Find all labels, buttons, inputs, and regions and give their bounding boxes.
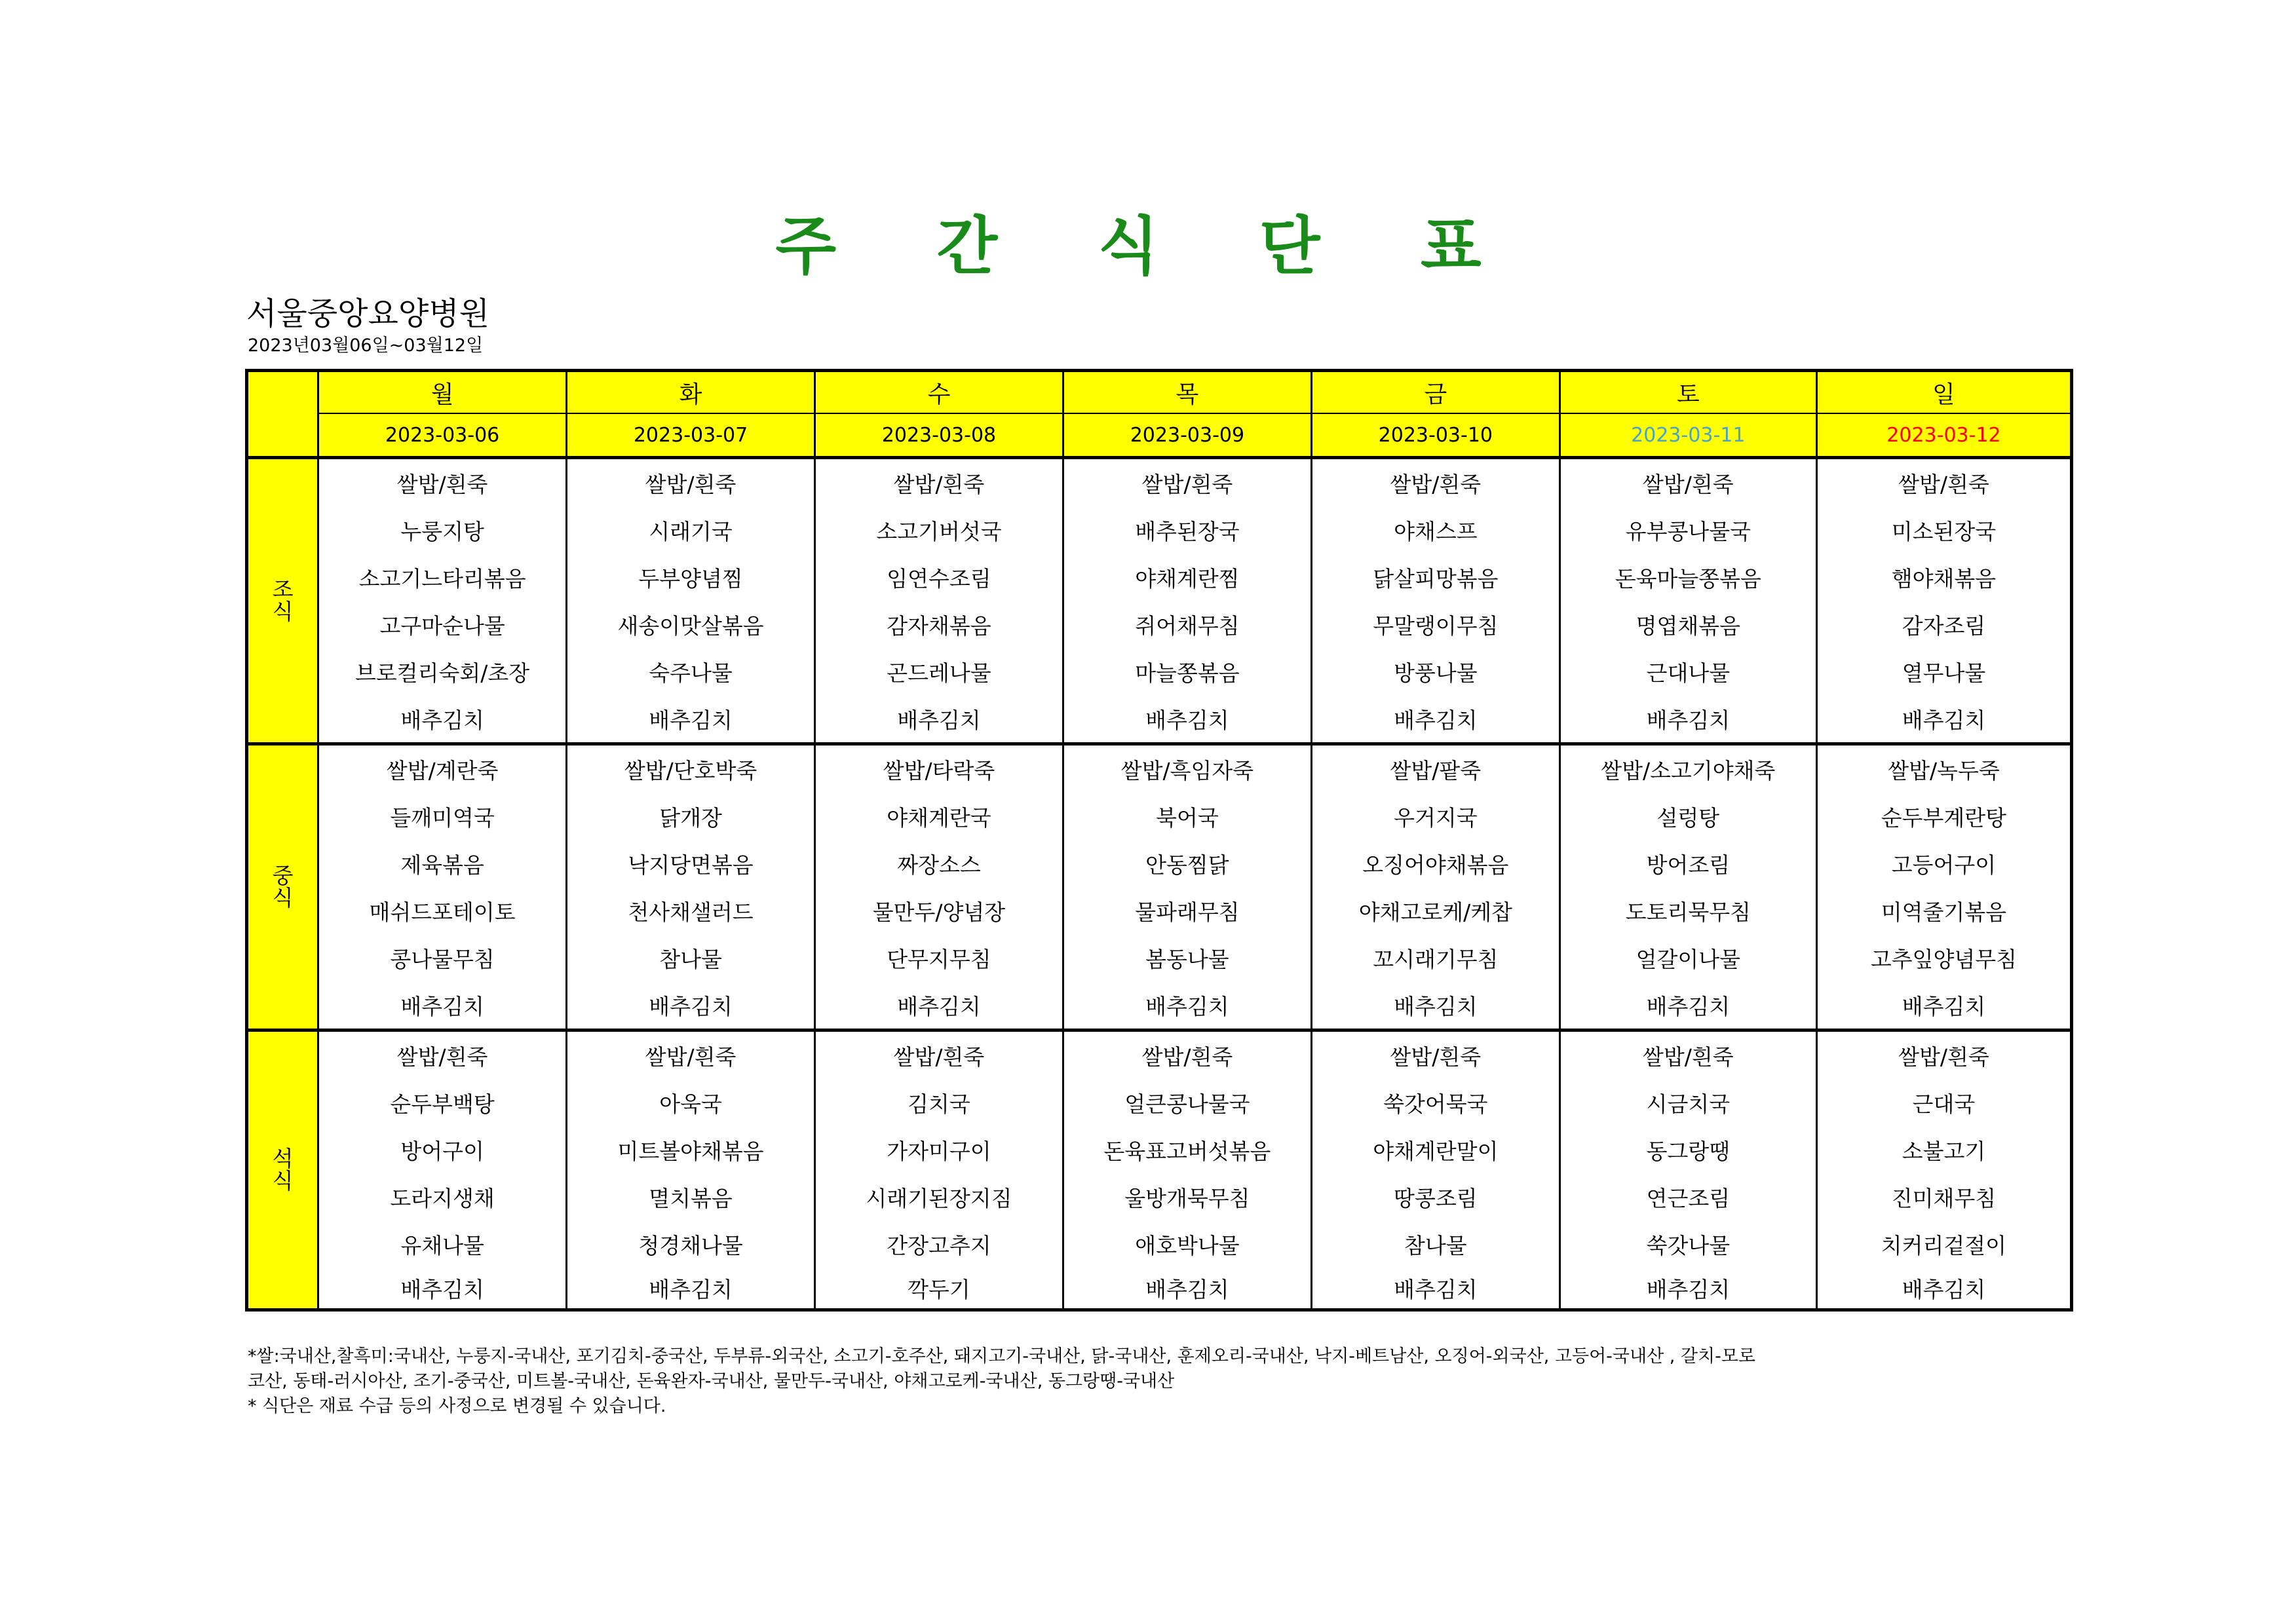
menu-period: 2023년03월06일~03월12일 (248, 335, 484, 356)
menu-item: 배추김치 (567, 695, 815, 744)
menu-item: 쥐어채무침 (1063, 601, 1311, 648)
menu-item: 햄야채볶음 (1816, 554, 2071, 601)
menu-item: 돈육마늘쫑볶음 (1559, 554, 1816, 601)
menu-item: 쌀밥/녹두죽 (1816, 744, 2071, 793)
menu-item: 순두부계란탕 (1816, 793, 2071, 840)
menu-item: 제육볶음 (318, 840, 567, 887)
menu-item: 소고기느타리볶음 (318, 554, 567, 601)
menu-item: 깍두기 (815, 1268, 1063, 1310)
menu-item: 배추김치 (1816, 695, 2071, 744)
menu-item: 설렁탕 (1559, 793, 1816, 840)
menu-item: 배추김치 (1311, 695, 1559, 744)
menu-item: 소불고기 (1816, 1126, 2071, 1173)
menu-item: 배추김치 (1816, 981, 2071, 1030)
menu-item: 쌀밥/흰죽 (1063, 1030, 1311, 1080)
menu-item: 배추김치 (318, 1268, 567, 1310)
menu-item: 애호박나물 (1063, 1220, 1311, 1268)
menu-item: 얼큰콩나물국 (1063, 1079, 1311, 1126)
menu-row (247, 1079, 2072, 1126)
day-date: 2023-03-10 (1311, 413, 1559, 458)
menu-item: 쌀밥/흰죽 (1559, 458, 1816, 507)
meal-label: 중 식 (247, 744, 318, 1030)
day-date: 2023-03-11 (1559, 413, 1816, 458)
menu-row (247, 648, 2072, 695)
menu-item: 야채계란말이 (1311, 1126, 1559, 1173)
menu-item: 임연수조림 (815, 554, 1063, 601)
meal-label: 석 식 (247, 1030, 318, 1310)
menu-item: 두부양념찜 (567, 554, 815, 601)
menu-item: 명엽채볶음 (1559, 601, 1816, 648)
menu-item: 배추김치 (1559, 695, 1816, 744)
menu-item: 간장고추지 (815, 1220, 1063, 1268)
menu-row (247, 601, 2072, 648)
menu-item: 아욱국 (567, 1079, 815, 1126)
menu-item: 숙주나물 (567, 648, 815, 695)
menu-item: 쑥갓나물 (1559, 1220, 1816, 1268)
menu-item: 쌀밥/소고기야채죽 (1559, 744, 1816, 793)
menu-item: 안동찜닭 (1063, 840, 1311, 887)
menu-item: 야채계란찜 (1063, 554, 1311, 601)
menu-item: 쌀밥/흰죽 (1816, 458, 2071, 507)
menu-row (247, 695, 2072, 744)
menu-row (247, 887, 2072, 934)
menu-item: 낙지당면볶음 (567, 840, 815, 887)
menu-row (247, 981, 2072, 1030)
day-date: 2023-03-06 (318, 413, 567, 458)
menu-item: 참나물 (567, 934, 815, 981)
menu-item: 쌀밥/흰죽 (1311, 458, 1559, 507)
origin-note-line: 코산, 동태-러시아산, 조기-중국산, 미트볼-국내산, 돈육완자-국내산, 물만두-국내산, 야채고로케-국내산, 동그랑땡-국내산 (248, 1371, 1175, 1391)
menu-row (247, 554, 2072, 601)
menu-item: 배추김치 (567, 1268, 815, 1310)
menu-item: 콩나물무침 (318, 934, 567, 981)
menu-item: 쌀밥/팥죽 (1311, 744, 1559, 793)
menu-item: 진미채무침 (1816, 1173, 2071, 1220)
menu-item: 짜장소스 (815, 840, 1063, 887)
menu-item: 쌀밥/흰죽 (567, 458, 815, 507)
menu-row (247, 1126, 2072, 1173)
menu-item: 시래기된장지짐 (815, 1173, 1063, 1220)
menu-item: 배추김치 (1063, 981, 1311, 1030)
menu-item: 유채나물 (318, 1220, 567, 1268)
menu-item: 도라지생채 (318, 1173, 567, 1220)
origin-note-line: *쌀:국내산,찰흑미:국내산, 누룽지-국내산, 포기김치-중국산, 두부류-외국산, 소고기-호주산, 돼지고기-국내산, 닭-국내산, 훈제오리-국내산, 낙지-베트남산, 오징어-외국산, 고등어-국내산 , 갈치-모로 (248, 1346, 1755, 1367)
menu-item: 배추김치 (1816, 1268, 2071, 1310)
menu-item: 단무지무침 (815, 934, 1063, 981)
menu-row (247, 1220, 2072, 1268)
day-date: 2023-03-07 (567, 413, 815, 458)
menu-item: 쌀밥/흰죽 (318, 1030, 567, 1080)
menu-item: 얼갈이나물 (1559, 934, 1816, 981)
corner-cell (247, 371, 318, 458)
menu-row (247, 793, 2072, 840)
menu-item: 브로컬리숙회/초장 (318, 648, 567, 695)
menu-item: 물파래무침 (1063, 887, 1311, 934)
menu-item: 무말랭이무침 (1311, 601, 1559, 648)
menu-item: 소고기버섯국 (815, 506, 1063, 554)
menu-item: 감자채볶음 (815, 601, 1063, 648)
menu-item: 들깨미역국 (318, 793, 567, 840)
day-name: 토 (1559, 371, 1816, 414)
menu-row (247, 934, 2072, 981)
menu-item: 배추김치 (815, 981, 1063, 1030)
menu-item: 닭살피망볶음 (1311, 554, 1559, 601)
menu-item: 야채고로케/케찹 (1311, 887, 1559, 934)
menu-item: 배추김치 (318, 695, 567, 744)
day-header-row (247, 371, 2072, 414)
menu-item: 연근조림 (1559, 1173, 1816, 1220)
day-date: 2023-03-09 (1063, 413, 1311, 458)
menu-item: 방풍나물 (1311, 648, 1559, 695)
menu-item: 감자조림 (1816, 601, 2071, 648)
menu-item: 배추된장국 (1063, 506, 1311, 554)
menu-item: 고등어구이 (1816, 840, 2071, 887)
day-name: 수 (815, 371, 1063, 414)
menu-item: 김치국 (815, 1079, 1063, 1126)
menu-row (247, 744, 2072, 793)
meal-label: 조 식 (247, 458, 318, 744)
menu-row (247, 1173, 2072, 1220)
menu-item: 배추김치 (1559, 981, 1816, 1030)
menu-item: 쌀밥/흰죽 (1063, 458, 1311, 507)
menu-item: 쌀밥/타락죽 (815, 744, 1063, 793)
menu-item: 매쉬드포테이토 (318, 887, 567, 934)
menu-item: 배추김치 (567, 981, 815, 1030)
menu-item: 야채스프 (1311, 506, 1559, 554)
menu-item: 새송이맛살볶음 (567, 601, 815, 648)
menu-item: 동그랑땡 (1559, 1126, 1816, 1173)
day-date: 2023-03-12 (1816, 413, 2071, 458)
menu-item: 미역줄기볶음 (1816, 887, 2071, 934)
origin-notes (248, 1344, 2082, 1419)
menu-item: 쌀밥/계란죽 (318, 744, 567, 793)
day-name: 목 (1063, 371, 1311, 414)
menu-item: 열무나물 (1816, 648, 2071, 695)
date-header-row (247, 413, 2072, 458)
change-notice: * 식단은 재료 수급 등의 사정으로 변경될 수 있습니다. (248, 1396, 666, 1416)
menu-item: 청경채나물 (567, 1220, 815, 1268)
menu-item: 순두부백탕 (318, 1079, 567, 1126)
menu-item: 멸치볶음 (567, 1173, 815, 1220)
menu-item: 유부콩나물국 (1559, 506, 1816, 554)
menu-item: 배추김치 (1311, 1268, 1559, 1310)
day-date: 2023-03-08 (815, 413, 1063, 458)
menu-item: 쌀밥/흰죽 (567, 1030, 815, 1080)
day-name: 일 (1816, 371, 2071, 414)
menu-item: 꼬시래기무침 (1311, 934, 1559, 981)
menu-item: 쌀밥/흰죽 (815, 1030, 1063, 1080)
menu-item: 근대나물 (1559, 648, 1816, 695)
menu-item: 방어구이 (318, 1126, 567, 1173)
menu-row (247, 458, 2072, 507)
menu-item: 쌀밥/흰죽 (1816, 1030, 2071, 1080)
menu-item: 근대국 (1816, 1079, 2071, 1126)
menu-item: 오징어야채볶음 (1311, 840, 1559, 887)
menu-item: 쌀밥/흰죽 (1311, 1030, 1559, 1080)
hospital-name: 서울중앙요양병원 (246, 295, 489, 332)
menu-item: 시금치국 (1559, 1079, 1816, 1126)
menu-row (247, 1268, 2072, 1310)
menu-item: 치커리겉절이 (1816, 1220, 2071, 1268)
menu-item: 울방개묵무침 (1063, 1173, 1311, 1220)
menu-item: 마늘쫑볶음 (1063, 648, 1311, 695)
page-title: 주 간 식 단 표 (775, 210, 1521, 283)
day-name: 금 (1311, 371, 1559, 414)
menu-item: 참나물 (1311, 1220, 1559, 1268)
menu-item: 쌀밥/흰죽 (1559, 1030, 1816, 1080)
menu-item: 누룽지탕 (318, 506, 567, 554)
menu-item: 북어국 (1063, 793, 1311, 840)
day-name: 월 (318, 371, 567, 414)
menu-item: 야채계란국 (815, 793, 1063, 840)
menu-row (247, 1030, 2072, 1080)
menu-item: 고구마순나물 (318, 601, 567, 648)
menu-row (247, 840, 2072, 887)
weekly-menu-table (245, 369, 2073, 1312)
menu-item: 우거지국 (1311, 793, 1559, 840)
menu-item: 닭개장 (567, 793, 815, 840)
menu-item: 배추김치 (1063, 695, 1311, 744)
menu-item: 쌀밥/단호박죽 (567, 744, 815, 793)
day-name: 화 (567, 371, 815, 414)
menu-item: 배추김치 (1559, 1268, 1816, 1310)
menu-item: 천사채샐러드 (567, 887, 815, 934)
menu-item: 배추김치 (318, 981, 567, 1030)
menu-item: 돈육표고버섯볶음 (1063, 1126, 1311, 1173)
menu-item: 미소된장국 (1816, 506, 2071, 554)
menu-item: 쑥갓어묵국 (1311, 1079, 1559, 1126)
menu-item: 쌀밥/흑임자죽 (1063, 744, 1311, 793)
menu-item: 도토리묵무침 (1559, 887, 1816, 934)
menu-item: 봄동나물 (1063, 934, 1311, 981)
menu-row (247, 506, 2072, 554)
menu-item: 쌀밥/흰죽 (318, 458, 567, 507)
menu-item: 배추김치 (1063, 1268, 1311, 1310)
menu-item: 미트볼야채볶음 (567, 1126, 815, 1173)
menu-item: 물만두/양념장 (815, 887, 1063, 934)
menu-item: 고추잎양념무침 (1816, 934, 2071, 981)
menu-item: 곤드레나물 (815, 648, 1063, 695)
menu-item: 가자미구이 (815, 1126, 1063, 1173)
menu-item: 배추김치 (1311, 981, 1559, 1030)
menu-item: 방어조림 (1559, 840, 1816, 887)
menu-item: 땅콩조림 (1311, 1173, 1559, 1220)
menu-item: 쌀밥/흰죽 (815, 458, 1063, 507)
menu-item: 시래기국 (567, 506, 815, 554)
menu-item: 배추김치 (815, 695, 1063, 744)
